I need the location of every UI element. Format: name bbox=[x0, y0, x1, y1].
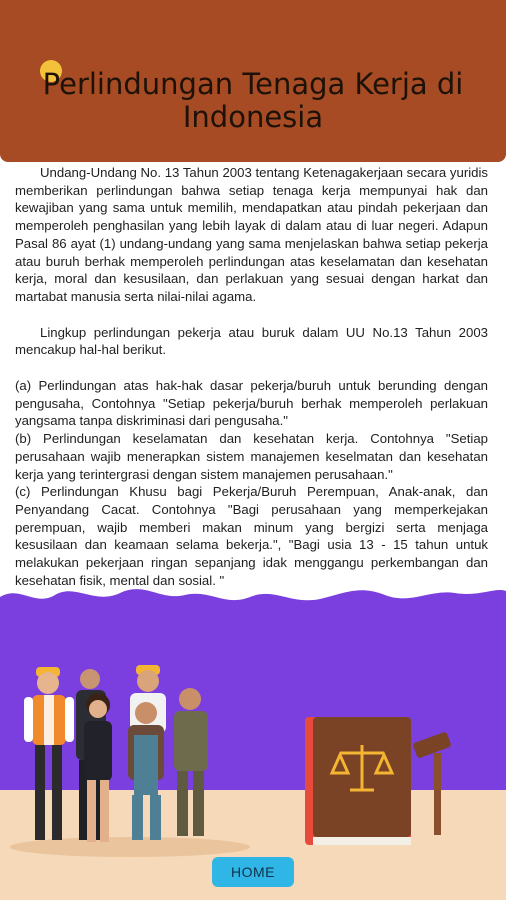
header-banner bbox=[0, 0, 506, 162]
page-title: Perlindungan Tenaga Kerja di Indonesia bbox=[42, 67, 464, 134]
paragraph-intro: Undang-Undang No. 13 Tahun 2003 tentang Ketenagakerjaan secara yuridis memberikan perlindungan bahwa setiap tenaga kerja mempunyai hak dan kewajiban yang sama untuk memilih, mendapatkan atau pindah pekerjaan dan memperoleh penghasilan yang lebih layak di dalam atau di luar negeri. Adapun Pasal 86 ayat (1) undang-undang yang sama menjelaskan bahwa setiap pekerja atau buruh berhak memperoleh perlindungan atas keselamatan dan kesehatan kerja, moral dan kesusilaan, dan perlakuan yang sesuai dengan harkat dan martabat manusia serta nilai-nilai agama. bbox=[15, 165, 488, 304]
list-item-a: (a) Perlindungan atas hak-hak dasar pekerja/buruh untuk berunding dengan pengusaha, Contohnya "Setiap pekerja/buruh berhak memperoleh perlakuan yangsama tanpa diskriminasi dari pengusaha." bbox=[15, 378, 488, 429]
list-item-b: (b) Perlindungan keselamatan dan kesehatan kerja. Contohnya "Setiap perusahaan wajib menerapkan sistem manajemen keselmatan dan kesehatan kerja yang terintergrasi dengan sistem manajemen perusahaan." bbox=[15, 431, 488, 482]
article-body bbox=[15, 164, 488, 589]
home-button[interactable]: HOME bbox=[212, 857, 294, 887]
workers-illustration bbox=[0, 575, 506, 900]
list-item-c: (c) Perlindungan Khusu bagi Pekerja/Buruh Perempuan, Anak-anak, dan Penyandang Cacat. Contohnya "Bagi perusahaan yang memperkejakan perempuan, wajib memberi makan minum yang bergizi serta menjaga kesusilaan dan keamaan selama bekerja.", "Bagi usia 13 - 15 tahun untuk melakukan pekerjaan ringan sepanjang idak menggangu perkembangan dan kesehatan fisik, mental dan sosial. " bbox=[15, 484, 488, 588]
paragraph-scope: Lingkup perlindungan pekerja atau buruk dalam UU No.13 Tahun 2003 mencakup hal-hal berikut. bbox=[15, 324, 488, 358]
law-book-icon bbox=[305, 717, 411, 845]
